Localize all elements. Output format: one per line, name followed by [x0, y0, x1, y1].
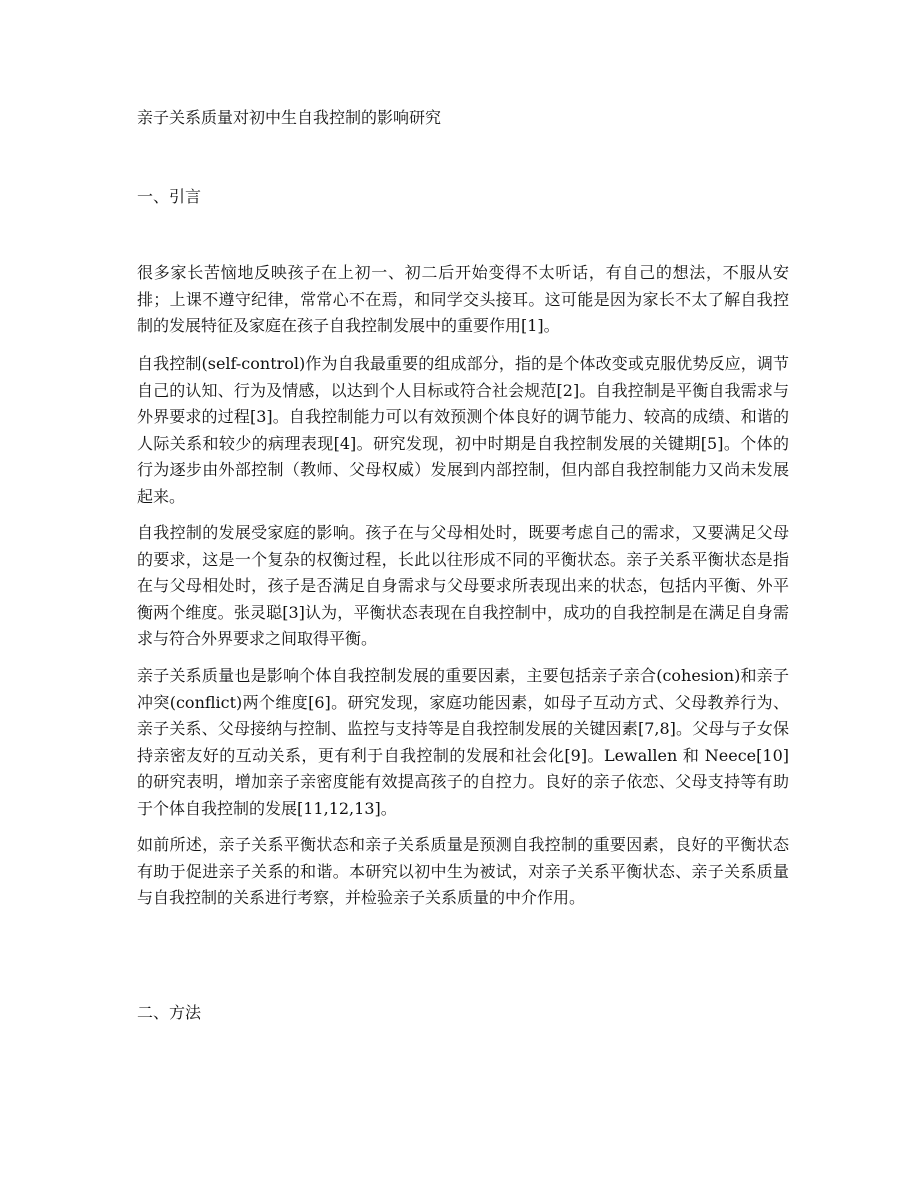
paragraph: 自我控制的发展受家庭的影响。孩子在与父母相处时，既要考虑自己的需求，又要满足父母的要求，这是一个复杂的权衡过程，长此以往形成不同的平衡状态。亲子关系平衡状态是指在与父母相处时，孩子是否满足自身需求与父母要求所表现出来的状态，包括内平衡、外平衡两个维度。张灵聪[3]认为，平衡状态表现在自我控制中，成功的自我控制是在满足自身需求与符合外界要求之间取得平衡。 — [137, 523, 789, 648]
paragraph: 很多家长苦恼地反映孩子在上初一、初二后开始变得不太听话，有自己的想法，不服从安排；上课不遵守纪律，常常心不在焉，和同学交头接耳。这可能是因为家长不太了解自我控制的发展特征及家庭在孩子自我控制发展中的重要作用[1]。 — [137, 263, 789, 335]
document-title: 亲子关系质量对初中生自我控制的影响研究 — [137, 108, 442, 127]
paragraph: 如前所述，亲子关系平衡状态和亲子关系质量是预测自我控制的重要因素，良好的平衡状态有助于促进亲子关系的和谐。本研究以初中生为被试，对亲子关系平衡状态、亲子关系质量与自我控制的关系进行考察，并检验亲子关系质量的中介作用。 — [137, 835, 789, 907]
paragraph: 亲子关系质量也是影响个体自我控制发展的重要因素，主要包括亲子亲合(cohesion)和亲子冲突(conflict)两个维度[6]。研究发现，家庭功能因素，如母子互动方式、父母教养行为、亲子关系、父母接纳与控制、监控与支持等是自我控制发展的关键因素[7,8]。父母与子女保持亲密友好的互动关系，更有利于自我控制的发展和社会化[9]。Lewallen 和 Neece[10]的研究表明，增加亲子亲密度能有效提高孩子的自控力。良好的亲子依恋、父母支持等有助于个体自我控制的发展[11,12,13]。 — [137, 666, 789, 818]
paragraph: 自我控制(self-control)作为自我最重要的组成部分，指的是个体改变或克服优势反应，调节自己的认知、行为及情感，以达到个人目标或符合社会规范[2]。自我控制是平衡自我需求与外界要求的过程[3]。自我控制能力可以有效预测个体良好的调节能力、较高的成绩、和谐的人际关系和较少的病理表现[4]。研究发现，初中时期是自我控制发展的关键期[5]。个体的行为逐步由外部控制（教师、父母权威）发展到内部控制，但内部自我控制能力又尚未发展起来。 — [137, 354, 789, 506]
section-heading-methods: 二、方法 — [137, 1003, 202, 1022]
section-heading-introduction: 一、引言 — [137, 187, 202, 206]
